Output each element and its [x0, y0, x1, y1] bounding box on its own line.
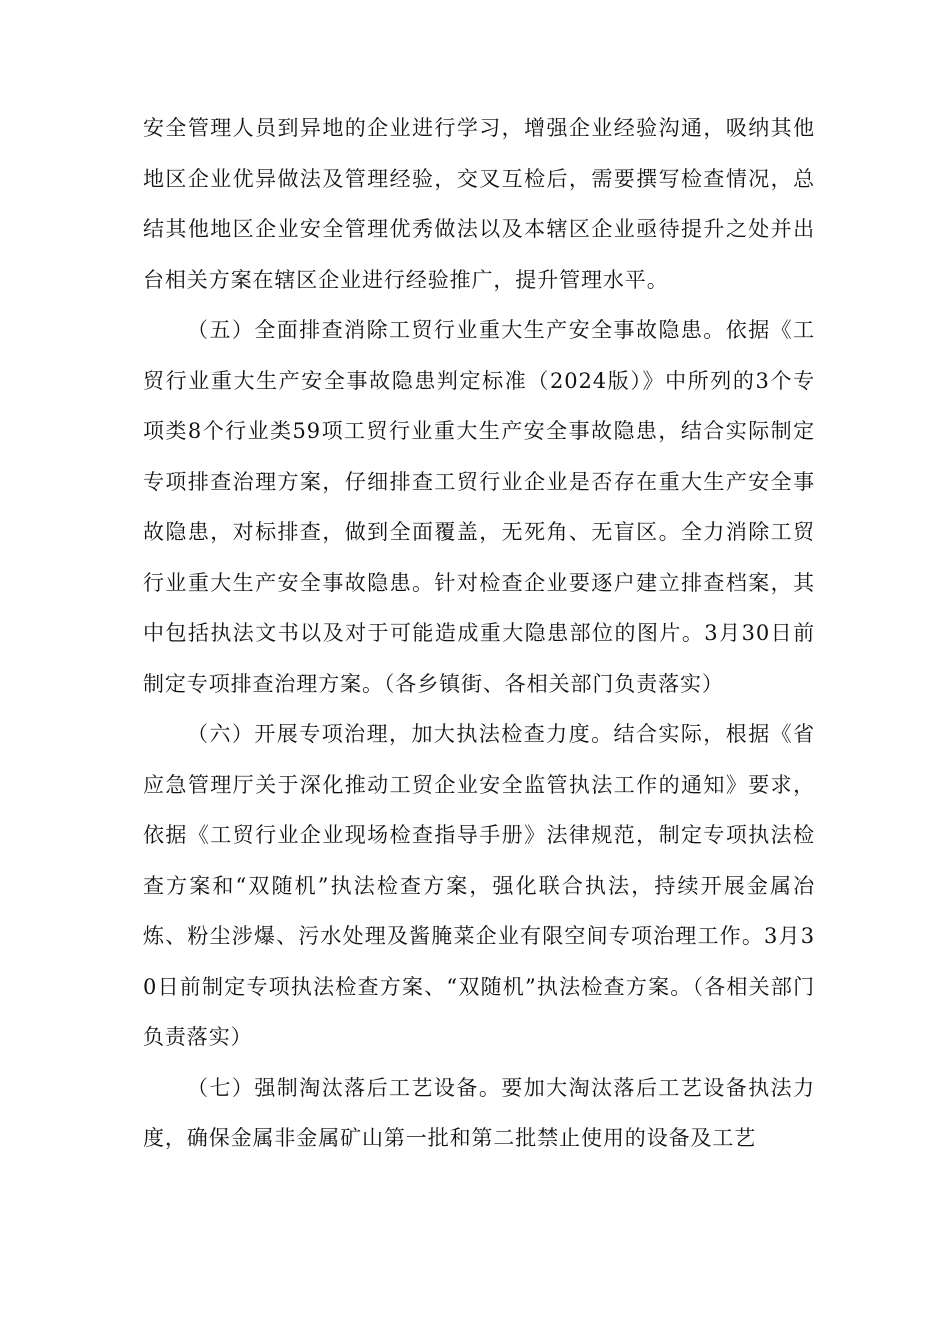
paragraph-section-5: （五）全面排查消除工贸行业重大生产安全事故隐患。依据《工贸行业重大生产安全事故隐患判定标准（2024版）》中所列的3个专项类8个行业类59项工贸行业重大生产安全事故隐患，结合实际制定专项排查治理方案，仔细排查工贸行业企业是否存在重大生产安全事故隐患，对标排查，做到全面覆盖，无死角、无盲区。全力消除工贸行业重大生产安全事故隐患。针对检查企业要逐户建立排查档案，其中包括执法文书以及对于可能造成重大隐患部位的图片。3月30日前制定专项排查治理方案。（各乡镇街、各相关部门负责落实） — [143, 318, 815, 696]
document-body — [143, 103, 815, 1164]
paragraph-section-7: （七）强制淘汰落后工艺设备。要加大淘汰落后工艺设备执法力度，确保金属非金属矿山第一批和第二批禁止使用的设备及工艺 — [143, 1075, 815, 1150]
paragraph-continuation: 安全管理人员到异地的企业进行学习，增强企业经验沟通，吸纳其他地区企业优异做法及管理经验，交叉互检后，需要撰写检查情况，总结其他地区企业安全管理优秀做法以及本辖区企业亟待提升之处并出台相关方案在辖区企业进行经验推广，提升管理水平。 — [143, 116, 815, 292]
paragraph-section-6: （六）开展专项治理，加大执法检查力度。结合实际，根据《省应急管理厅关于深化推动工贸企业安全监管执法工作的通知》要求，依据《工贸行业企业现场检查指导手册》法律规范，制定专项执法检查方案和“双随机”执法检查方案，强化联合执法，持续开展金属冶炼、粉尘涉爆、污水处理及酱腌菜企业有限空间专项治理工作。3月30日前制定专项执法检查方案、“双随机”执法检查方案。（各相关部门负责落实） — [143, 722, 815, 1049]
